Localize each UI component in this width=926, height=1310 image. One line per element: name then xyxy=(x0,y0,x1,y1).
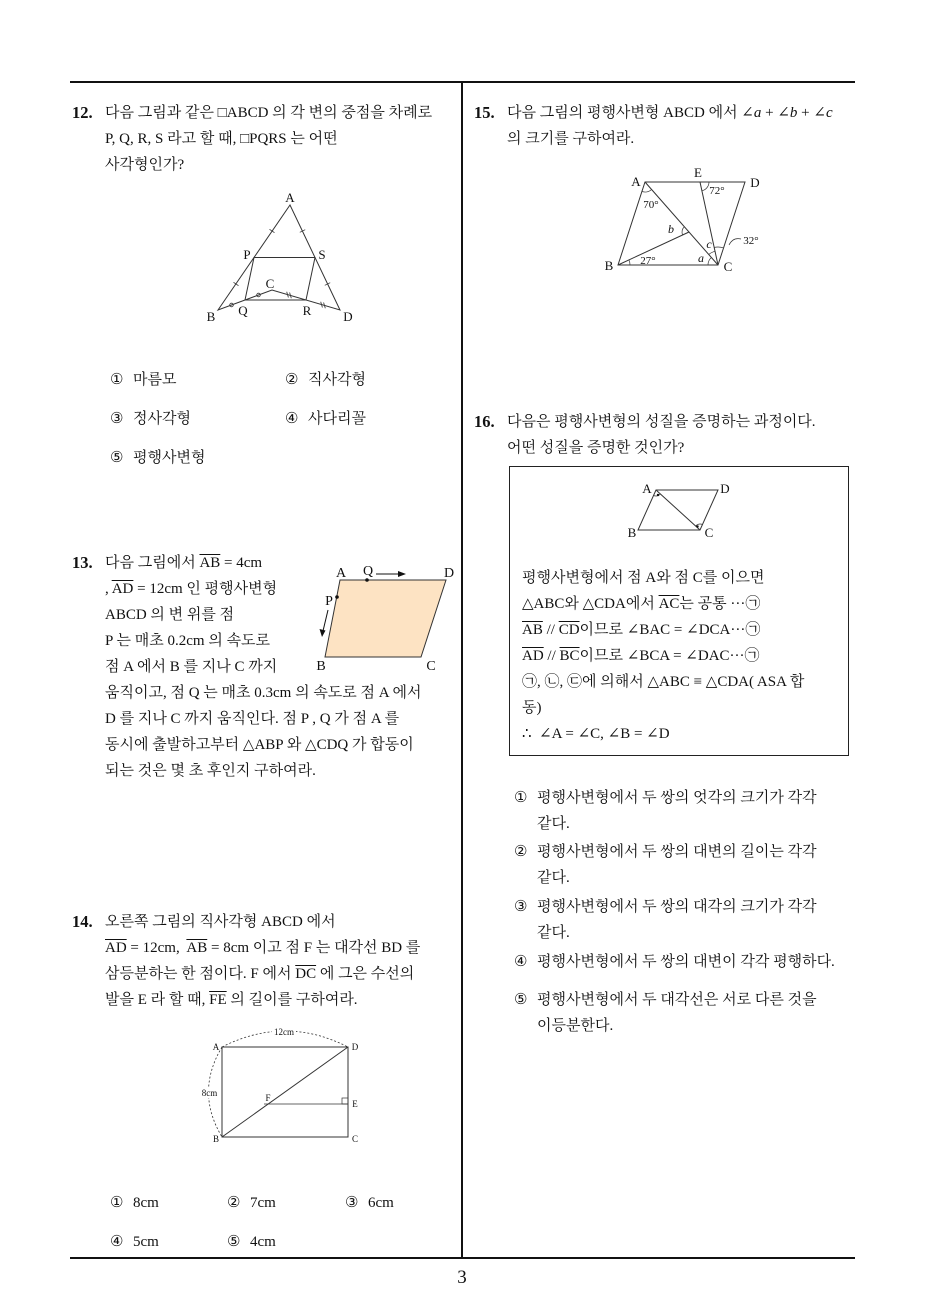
question-text-line: 점 A 에서 B 를 지나 C 까지 xyxy=(105,659,278,675)
overlined-segment: $\overline{AB}$ xyxy=(186,940,208,956)
overlined-segment: $\overline{AC}$ xyxy=(658,596,680,612)
choice-text-line: 평행사변형에서 두 대각선은 서로 다른 것을 xyxy=(537,992,817,1008)
right-angle-mark xyxy=(342,1098,348,1104)
vertex-label-d: D xyxy=(343,309,353,324)
vertex-label-e: E xyxy=(694,165,702,180)
choice-marker: ⑤ xyxy=(514,992,528,1008)
question-text-line: 어떤 성질을 증명한 것인가? xyxy=(507,440,685,456)
choice-marker: ④ xyxy=(514,954,528,970)
question-text-line xyxy=(105,961,420,987)
vertex-label-f: F xyxy=(265,1093,271,1103)
proof-line xyxy=(522,617,804,643)
q-direction-arrow xyxy=(376,571,406,577)
choice-text xyxy=(537,987,817,1039)
overlined-segment: $\overline{AD}$ xyxy=(522,648,544,664)
question-text-line: 다음 그림과 같은 □ABCD 의 각 변의 중점을 차례로 xyxy=(105,105,433,121)
choice-marker: ① xyxy=(110,1195,124,1211)
question-number: 14. xyxy=(72,912,93,931)
vertex-label-b: B xyxy=(316,659,326,674)
choice-3 xyxy=(345,1190,394,1216)
question-text xyxy=(507,409,816,461)
choice-text xyxy=(537,949,835,975)
overlined-segment: $\overline{FE}$ xyxy=(209,992,227,1008)
question-number: 16. xyxy=(474,412,495,431)
top-rule xyxy=(70,81,855,83)
vertex-label-c: C xyxy=(351,1134,359,1144)
question-12 xyxy=(72,100,433,204)
page-number: 3 xyxy=(457,1267,467,1288)
proof-text xyxy=(522,565,804,747)
choice-marker: ③ xyxy=(345,1195,359,1211)
question-14 xyxy=(72,909,421,1013)
text-segment: , xyxy=(105,581,112,597)
overlined-segment: $\overline{AD}$ xyxy=(111,581,134,597)
vertex-label-a: A xyxy=(631,174,641,189)
choice-text-line: 평행사변형에서 두 쌍의 대각의 크기가 각각 xyxy=(537,899,817,915)
overlined-segment: $\overline{AB}$ xyxy=(199,555,221,571)
angle-label-70: 70° xyxy=(643,199,659,211)
question-text-line: 다음은 평행사변형의 성질을 증명하는 과정이다. xyxy=(507,414,816,430)
choice-text: 정사각형 xyxy=(133,411,191,427)
overlined-segment: $\overline{CD}$ xyxy=(558,622,580,638)
p-direction-arrow xyxy=(320,610,329,637)
choice-marker: ① xyxy=(110,372,124,388)
proof-line xyxy=(522,643,804,669)
choice-text: 사다리꼴 xyxy=(308,411,366,427)
angle-label-32: 32° xyxy=(743,235,759,247)
choice-text xyxy=(537,785,817,837)
question-text-line xyxy=(105,987,420,1013)
choice-4 xyxy=(110,1229,159,1255)
text-segment: = 4cm xyxy=(220,555,263,571)
vertex-label-r: R xyxy=(302,303,312,318)
text-segment: + ∠ xyxy=(761,105,790,121)
italic-variable: a xyxy=(753,105,762,121)
choice-text-line: 평행사변형에서 두 쌍의 대변이 각각 평행하다. xyxy=(537,954,835,970)
overlined-segment: $\overline{AB}$ xyxy=(522,622,543,638)
question-text-line: 사각형인가? xyxy=(105,157,185,173)
question-13 xyxy=(72,550,422,779)
choice-text: 4cm xyxy=(250,1234,276,1250)
overlined-segment: $\overline{BC}$ xyxy=(559,648,580,664)
question-text-line: D 를 지나 C 까지 움직인다. 점 P , Q 가 점 A 를 xyxy=(105,711,400,727)
choice-4 xyxy=(285,406,366,432)
vertex-label-d: D xyxy=(443,566,455,581)
choice-5 xyxy=(514,987,817,1091)
vertex-label-d: D xyxy=(720,481,730,496)
text-segment: + ∠ xyxy=(797,105,826,121)
choice-marker: ② xyxy=(514,844,528,860)
choice-text: 6cm xyxy=(368,1195,394,1211)
q14-figure xyxy=(195,1020,365,1150)
vertex-label-q: Q xyxy=(238,303,248,318)
angle-label-b: b xyxy=(668,222,674,236)
choice-marker: ① xyxy=(514,790,528,806)
text-segment: 발을 E 라 할 때, xyxy=(105,992,210,1008)
text-segment: 삼등분하는 한 점이다. F 에서 xyxy=(105,966,296,982)
angle-label-c: c xyxy=(706,237,712,251)
angle-label-72: 72° xyxy=(709,185,725,197)
point-p-dot xyxy=(335,595,339,599)
choice-text: 8cm xyxy=(133,1195,159,1211)
choice-marker: ② xyxy=(227,1195,241,1211)
vertex-label-c: C xyxy=(723,259,733,274)
vertex-label-a: A xyxy=(642,481,652,496)
text-segment: = 8cm 이고 점 F 는 대각선 BD 를 xyxy=(207,940,421,956)
top-length-label: 12cm xyxy=(274,1027,294,1037)
angle-label-27: 27° xyxy=(640,255,656,267)
choice-text: 평행사변형 xyxy=(133,450,206,466)
choice-text-line: 같다. xyxy=(537,816,570,832)
vertex-label-a: A xyxy=(335,566,347,581)
column-divider xyxy=(461,82,463,1258)
question-text-line: 의 크기를 구하여라. xyxy=(507,131,635,147)
vertex-label-d: D xyxy=(750,175,760,190)
text-segment: 이므로 ∠BAC = ∠DCA···㉠ xyxy=(579,622,761,638)
question-text-line: 움직이고, 점 Q 는 매초 0.3cm 의 속도로 점 A 에서 xyxy=(105,685,422,701)
choice-5 xyxy=(227,1229,276,1255)
question-number: 13. xyxy=(72,553,93,572)
vertex-label-a: A xyxy=(285,190,295,205)
text-segment: 다음 그림에서 xyxy=(105,555,200,571)
question-text-line xyxy=(507,100,833,126)
choice-text-line: 같다. xyxy=(537,870,570,886)
question-text-line: P, Q, R, S 라고 할 때, □PQRS 는 어떤 xyxy=(105,131,338,147)
choice-text-line: 평행사변형에서 두 쌍의 대변의 길이는 각각 xyxy=(537,844,817,860)
text-segment: = 12cm 인 평행사변형 xyxy=(133,581,278,597)
text-segment: // xyxy=(542,622,559,638)
choice-2 xyxy=(285,367,366,393)
proof-line: ∴ ∠A = ∠C, ∠B = ∠D xyxy=(522,726,670,742)
bottom-rule xyxy=(70,1257,855,1259)
text-segment: 이므로 ∠BCA = ∠DAC···㉠ xyxy=(579,648,760,664)
vertex-label-b: B xyxy=(206,309,216,324)
vertex-label-q: Q xyxy=(362,564,374,579)
text-segment: △ABC와 △CDA에서 xyxy=(522,596,659,612)
choice-text: 7cm xyxy=(250,1195,276,1211)
proof-line: 동) xyxy=(522,700,542,716)
choice-5 xyxy=(110,445,205,471)
choice-text: 마름모 xyxy=(133,372,177,388)
vertex-label-s: S xyxy=(318,247,326,262)
text-segment: // xyxy=(543,648,560,664)
choice-2 xyxy=(227,1190,276,1216)
proof-line: ㉠, ㉡, ㉢에 의해서 △ABC ≡ △CDA( ASA 합 xyxy=(522,674,805,690)
text-segment: = 12cm, xyxy=(126,940,187,956)
proof-line: 평행사변형에서 점 A와 점 C를 이으면 xyxy=(522,570,765,586)
q12-figure xyxy=(195,185,360,325)
text-segment: 다음 그림의 평행사변형 ABCD 에서 ∠ xyxy=(507,105,754,121)
text-segment: 에 그은 수선의 xyxy=(316,966,415,982)
q16-figure xyxy=(625,478,735,540)
choice-text xyxy=(537,894,817,946)
question-text-line: ABCD 의 변 위를 점 xyxy=(105,607,235,623)
overlined-segment: $\overline{DC}$ xyxy=(295,966,317,982)
question-text xyxy=(105,100,432,178)
question-text xyxy=(507,100,833,152)
question-text-line: 오른쪽 그림의 직사각형 ABCD 에서 xyxy=(105,914,336,930)
italic-variable: c xyxy=(825,105,833,121)
q13-figure xyxy=(310,558,460,673)
side-length-label: 8cm xyxy=(201,1088,218,1098)
vertex-label-d: D xyxy=(351,1042,359,1052)
choice-text-line: 평행사변형에서 두 쌍의 엇각의 크기가 각각 xyxy=(537,790,817,806)
vertex-label-b: B xyxy=(627,525,637,540)
parallelogram-abcd xyxy=(325,580,446,657)
question-text-line xyxy=(105,935,420,961)
vertex-label-c: C xyxy=(265,276,275,291)
text-segment: 는 공통 ···㉠ xyxy=(679,596,761,612)
choice-text: 5cm xyxy=(133,1234,159,1250)
equal-length-marks xyxy=(230,229,331,308)
choice-marker: ⑤ xyxy=(110,450,124,466)
vertex-label-c: C xyxy=(426,659,436,674)
quadrilateral-pqrs xyxy=(245,258,315,301)
text-segment: 의 길이를 구하여라. xyxy=(226,992,358,1008)
choice-marker: ② xyxy=(285,372,299,388)
choice-marker: ④ xyxy=(110,1234,124,1250)
proof-line xyxy=(522,591,804,617)
overlined-segment: $\overline{AD}$ xyxy=(105,940,127,956)
vertex-label-p: P xyxy=(325,594,333,609)
question-text-line: P 는 매초 0.2cm 의 속도로 xyxy=(105,633,271,649)
q15-figure xyxy=(598,165,770,277)
diagonal-ac xyxy=(656,490,700,530)
choice-1 xyxy=(110,367,176,393)
vertex-label-a: A xyxy=(212,1042,220,1052)
choice-text xyxy=(537,839,817,891)
question-number: 15. xyxy=(474,103,495,122)
choice-1 xyxy=(110,1190,159,1216)
angle-label-a: a xyxy=(698,251,704,265)
question-text xyxy=(105,909,420,1013)
choice-marker: ④ xyxy=(285,411,299,427)
vertex-label-p: P xyxy=(243,247,251,262)
diagonal-bd xyxy=(222,1047,348,1137)
vertex-label-b: B xyxy=(604,258,614,273)
question-number: 12. xyxy=(72,103,93,122)
diagonal-ac xyxy=(645,182,718,265)
italic-variable: b xyxy=(789,105,798,121)
choice-marker: ③ xyxy=(514,899,528,915)
vertex-label-c: C xyxy=(704,525,714,540)
question-16 xyxy=(474,409,816,513)
vertex-label-e: E xyxy=(352,1099,358,1109)
choice-3 xyxy=(110,406,191,432)
question-text-line: 동시에 출발하고부터 △ABP 와 △CDQ 가 합동이 xyxy=(105,737,414,753)
question-text-line: 되는 것은 몇 초 후인지 구하여라. xyxy=(105,763,316,779)
choice-text: 직사각형 xyxy=(308,372,366,388)
choice-text-line: 같다. xyxy=(537,925,570,941)
choice-text-line: 이등분한다. xyxy=(537,1018,614,1034)
vertex-label-b: B xyxy=(212,1134,220,1144)
choice-marker: ⑤ xyxy=(227,1234,241,1250)
choice-marker: ③ xyxy=(110,411,124,427)
